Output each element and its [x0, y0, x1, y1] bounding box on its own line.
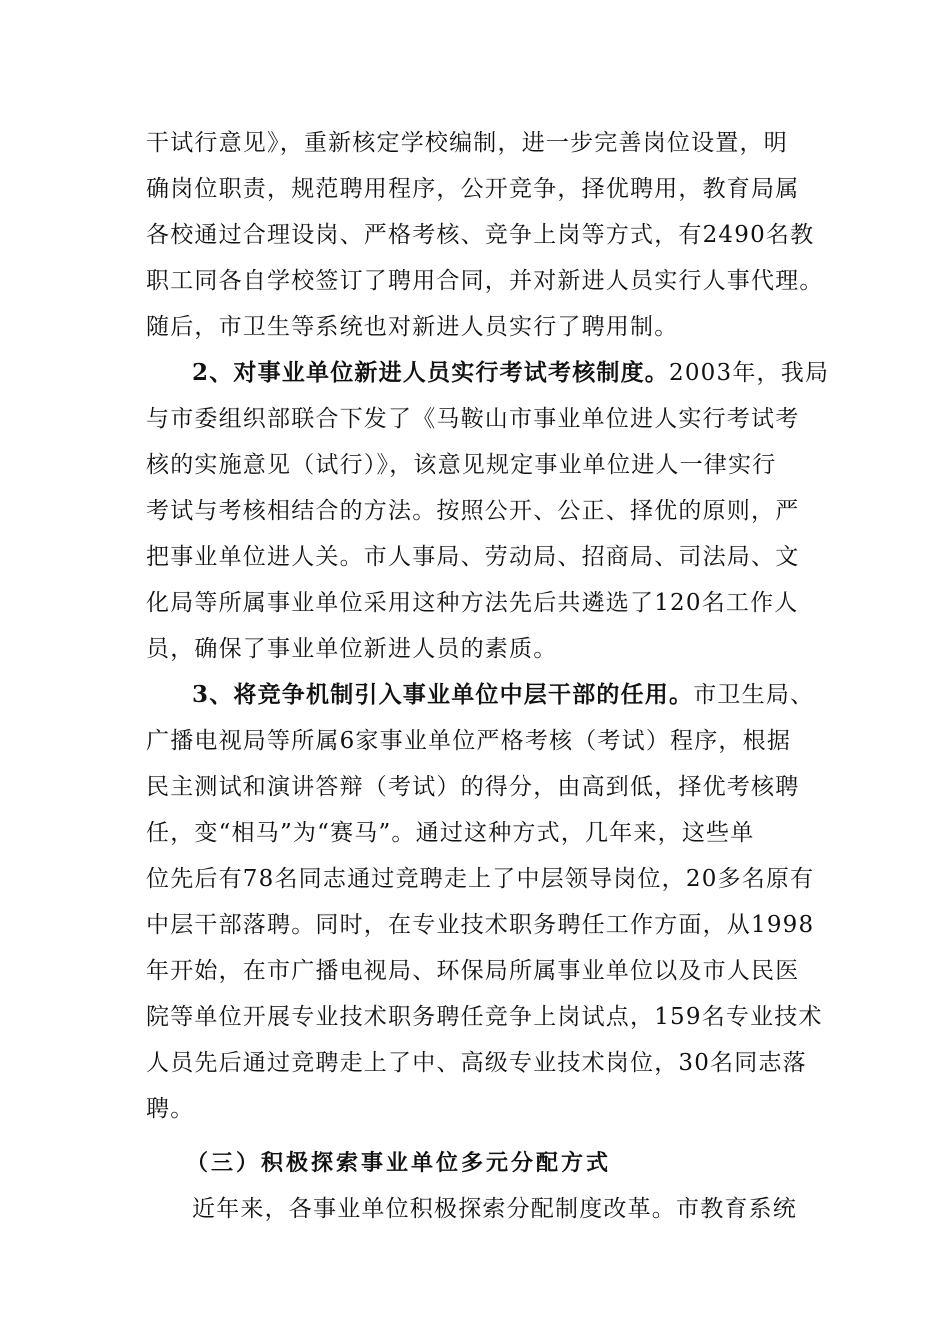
text-line: 各校通过合理设岗、严格考核、竞争上岗等方式，有2490名教 [146, 222, 815, 248]
paragraph-3-title: 3、将竞争机制引入事业单位中层干部的任用。 [192, 681, 694, 708]
text-line: 任，变“相马”为“赛马”。通过这种方式，几年来，这些单 [146, 820, 755, 846]
paragraph-3-first-text: 市卫生局、 [693, 682, 815, 708]
text-line: 把事业单位进人关。市人事局、劳动局、招商局、司法局、文 [146, 544, 800, 570]
paragraph-2-first-line [192, 358, 830, 388]
text-line: 年开始，在市广播电视局、环保局所属事业单位以及市人民医 [146, 958, 800, 984]
text-line: 聘。 [146, 1096, 195, 1122]
paragraph-3-first-line [192, 680, 816, 710]
text-line: 民主测试和演讲答辩（考试）的得分，由高到低，择优考核聘 [146, 774, 800, 800]
text-line: 广播电视局等所属6家事业单位严格考核（考试）程序，根据 [146, 728, 792, 754]
paragraph-2-title: 2、对事业单位新进人员实行考试考核制度。 [192, 359, 670, 386]
paragraph-2-first-text: 2003年，我局 [669, 360, 830, 386]
text-line: 人员先后通过竞聘走上了中、高级专业技术岗位，30名同志落 [146, 1050, 807, 1076]
text-line: 职工同各自学校签订了聘用合同，并对新进人员实行人事代理。 [146, 268, 824, 294]
text-line: 位先后有78名同志通过竞聘走上了中层领导岗位，20多名原有 [146, 866, 815, 892]
text-line: 核的实施意见（试行）》，该意见规定事业单位进人一律实行 [146, 452, 777, 478]
text-line: 员，确保了事业单位新进人员的素质。 [146, 636, 558, 662]
text-line: 考试与考核相结合的方法。按照公开、公正、择优的原则，严 [146, 498, 800, 524]
section-heading: （三）积极探索事业单位多元分配方式 [186, 1150, 612, 1176]
text-line: 干试行意见》，重新核定学校编制，进一步完善岗位设置，明 [146, 130, 788, 156]
text-line: 中层干部落聘。同时，在专业技术职务聘任工作方面，从1998 [146, 912, 815, 938]
text-line: 与市委组织部联合下发了《马鞍山市事业单位进人实行考试考 [146, 406, 800, 432]
text-line: 院等单位开展专业技术职务聘任竞争上岗试点，159名专业技术 [146, 1004, 823, 1030]
paragraph-4-first-line: 近年来，各事业单位积极探索分配制度改革。市教育系统 [192, 1196, 797, 1222]
text-line: 化局等所属事业单位采用这种方法先后共遴选了120名工作人 [146, 590, 799, 616]
text-line: 随后，市卫生等系统也对新进人员实行了聘用制。 [146, 314, 679, 340]
text-line: 确岗位职责，规范聘用程序，公开竞争，择优聘用，教育局属 [146, 176, 800, 202]
